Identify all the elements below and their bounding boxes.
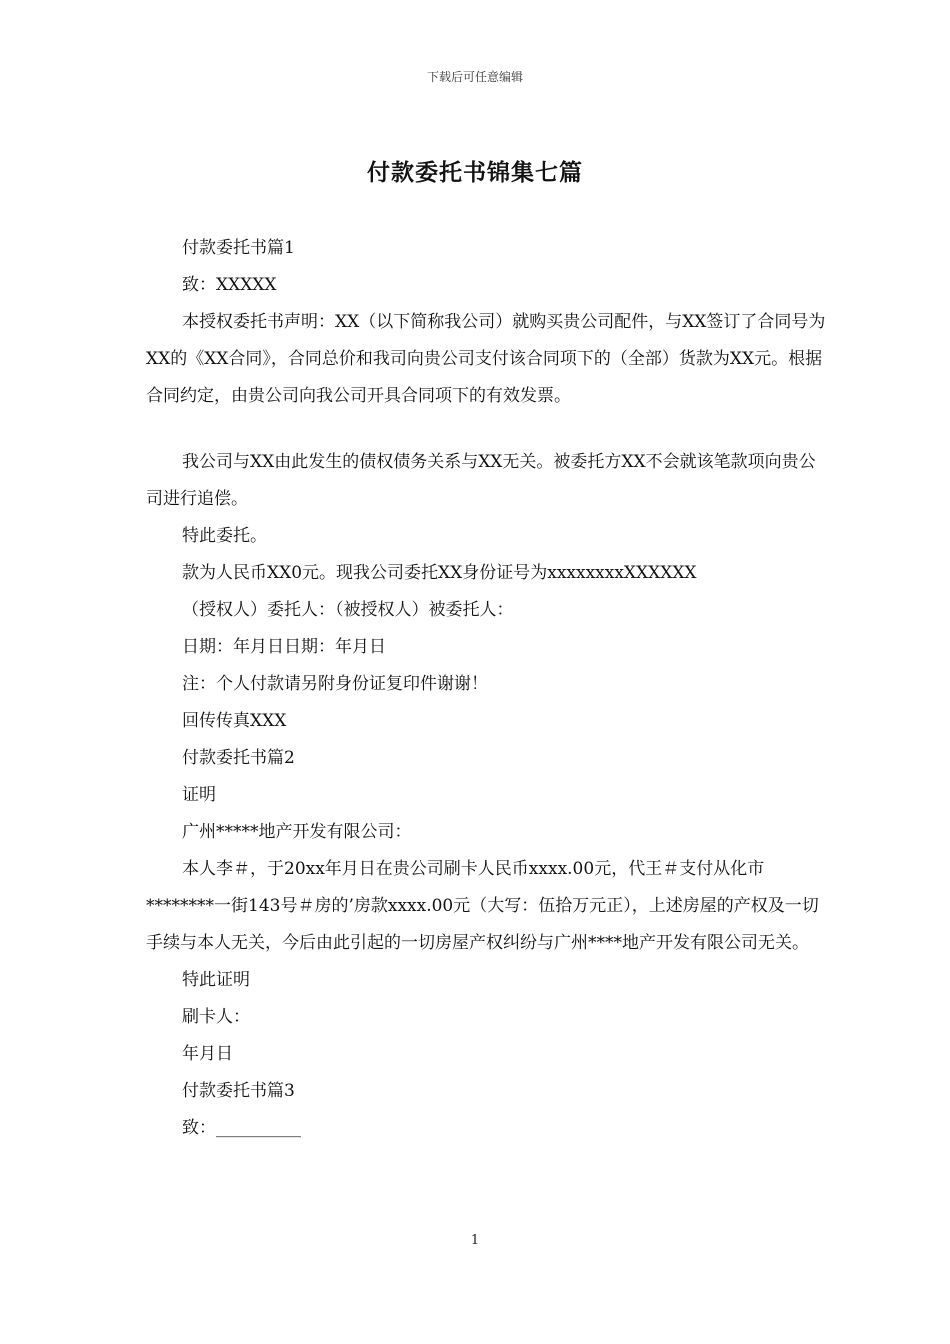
section-heading-3: 付款委托书篇3 [182,1081,295,1101]
body-paragraph: 本人李＃，于20xx年月日在贵公司刷卡人民币xxxx.00元，代王＃支付从化市********一街143号＃房的’房款xxxx.00元（大写：伍拾万元正），上述房屋的产权及一切手续与本人无关，今后由此引起的一切房屋产权纠纷与广州****地产开发有限公司无关。 [146,859,819,953]
closing-line: 特此委托。 [182,526,267,546]
fax-line: 回传传真XXX [182,711,287,731]
document-body [146,230,826,1147]
subheading: 证明 [182,785,216,805]
body-paragraph: 款为人民币XX0元。现我公司委托XX身份证号为xxxxxxxxXXXXXX [182,563,697,583]
closing-line: 特此证明 [182,970,250,990]
addressee-line: 致：XXXXX [182,275,277,295]
signature-line: （授权人）委托人：（被授权人）被委托人： [182,600,514,620]
header-note: 下载后可任意编辑 [426,70,523,84]
page-number: 1 [470,1233,480,1248]
body-paragraph: 本授权委托书声明：XX（以下简称我公司）就购买贵公司配件，与XX签订了合同号为XX的《XX合同》，合同总价和我司向贵公司支付该合同项下的（全部）货款为XX元。根据合同约定，由贵公司向我公司开具合同项下的有效发票。 [146,312,826,406]
document-title: 付款委托书锦集七篇 [367,159,583,186]
section-heading-1: 付款委托书篇1 [182,238,295,258]
note-line: 注：个人付款请另附身份证复印件谢谢！ [182,674,488,694]
signature-line: 刷卡人： [182,1007,250,1027]
addressee-line: 广州*****地产开发有限公司： [182,822,412,842]
paragraph-gap [146,415,826,444]
date-line: 年月日 [182,1044,233,1064]
body-paragraph: 我公司与XX由此发生的债权债务关系与XX无关。被委托方XX不会就该笔款项向贵公司进行追偿。 [146,452,816,509]
date-line: 日期：年月日日期：年月日 [182,637,386,657]
addressee-line: 致：__________ [182,1118,301,1138]
section-heading-2: 付款委托书篇2 [182,748,295,768]
